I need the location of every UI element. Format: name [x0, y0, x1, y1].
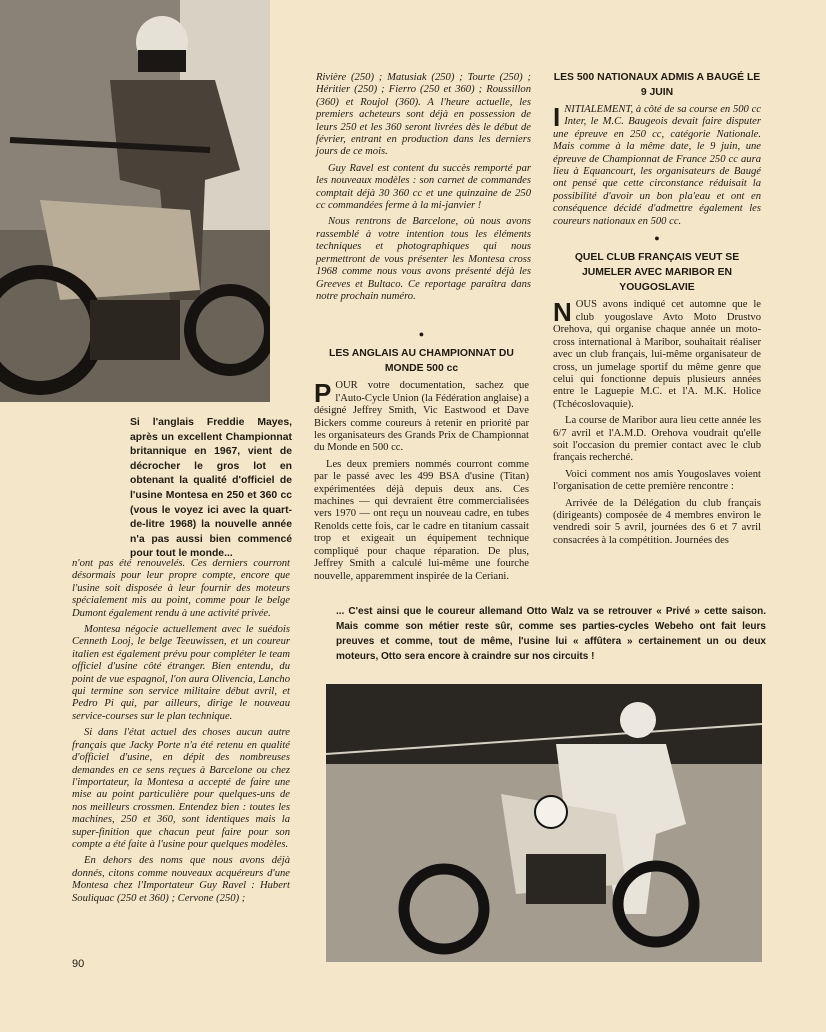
left-paragraph-2: Montesa négocie actuellement avec le suédois Cenneth Looj, le belge Teeuwissen, et un coureur italien est également prévu pour compléter le team officiel d'usine côté étranger. Bien entendu, du point de vue espagnol, l'on aura Olivencia, Lancho qui termine son service militaire début avril, et Pedro Pi qui, par ailleurs, dirige le nouveau service-courses sur le plan technique. [72, 624, 290, 722]
section-bullet: ● [418, 329, 425, 339]
middle-column-article [314, 326, 529, 587]
right-article-2-text-1: OUS avons indiqué cet automne que le club yougoslave Avto Moto Drustvo Orehova, qui organise chaque année un moto-cross international à Maribor, souhaitait réaliser avec un club français, lui-même organisateur de cross, un jumelage sportif du même genre que celui qui fonctionne depuis plusieurs années entre le Laguepie M.C. et l'A. M.K. Holice (Tchécoslovaquie). [553, 299, 761, 410]
page-number: 90 [72, 958, 85, 970]
middle-paragraph-2: Guy Ravel est content du succès remporté par les nouveaux modèles : son carnet de commandes comptait déjà 30 360 cc et une quinzaine de 250 cc commandées ferme à la mi-janvier ! [316, 162, 531, 212]
dropcap-n: N [553, 297, 572, 328]
photo-caption-bottom: ... C'est ainsi que le coureur allemand Otto Walz va se retrouver « Privé » cette saison. Mais comme son métier reste sûr, comme ses parties-cycles Webeho ont fait leurs preuves et comme, tout de même, l'usine lui « affûtera » certainement un ou deux moteurs, Otto sera encore à craindre sur nos circuits ! [336, 606, 766, 662]
left-paragraph-1: n'ont pas été renouvelés. Ces derniers courront désormais pour leur propre compte, encore que l'usine soit disposée à leur fournir des moteurs spécialement mis au point, comme pour le belge Dumont également rendu à une activité privée. [72, 558, 290, 619]
middle-paragraph-3: Nous rentrons de Barcelone, où nous avons rassemblé à votre intention tous les éléments techniques et photographiques qui nous permettront de vous présenter les Montesa cross 1968 comme nous vous avons présenté déjà les Greeves et Bultaco. Ce reportage paraîtra dans notre prochain numéro. [316, 216, 531, 302]
right-article-1-text: NITIALEMENT, à côté de sa course en 500 cc Inter, le M.C. Baugeois devait faire disputer une épreuve en 250 cc, catégorie Nationale. Mais comme à la même date, le 9 juin, une épreuve de Championnat de France 250 cc aura lieu à Equancourt, les organisateurs de Baugé ont pensé que cette circonstance réduisait la possibilité d'avoir un bon pla'eau et ont en conséquence décidé d'admettre également les coureurs nationaux en 500 cc. [553, 104, 761, 227]
photo-caption-top: Si l'anglais Freddie Mayes, après un excellent Championnat britannique en 1967, vient de décrocher le gros lot en obtenant la qualité d'officiel de l'usine Montesa en 250 et 360 cc (vous le voyez ici avec la quart-de-litre 1968) la nouvelle année n'a pas aussi bien commencé pour tout le monde... [130, 417, 292, 560]
right-article-2-paragraph-3: Voici comment nos amis Yougoslaves voient l'organisation de cette première rencontre : [553, 468, 761, 493]
photo-otto-walz [326, 684, 762, 962]
right-article-2-paragraph-2: La course de Maribor aura lieu cette année les 6/7 avril et l'A.M.D. Orehova voudrait qu'elle soit l'occasion du premier contact avec le club français recherché. [553, 415, 761, 464]
dropcap-p: P [314, 378, 332, 409]
rider-photo-illustration [0, 0, 270, 402]
left-paragraph-4: En dehors des noms que nous avons déjà donnés, citons comme nouveaux acquéreurs d'une Montesa chez l'Importateur Guy Ravel : Hubert Souliquac (250 et 360) ; Cervone (250) ; [72, 855, 290, 904]
right-column [553, 70, 761, 551]
motocross-photo-illustration [326, 684, 762, 962]
section-bullet-2: ● [654, 233, 660, 244]
dropcap-i: I [553, 102, 561, 132]
heading-500-nationaux: LES 500 NATIONAUX ADMIS A BAUGÉ LE 9 JUIN [553, 72, 761, 98]
right-article-2-paragraph-1 [553, 299, 761, 411]
middle-column-top [316, 72, 531, 307]
heading-anglais-championnat: LES ANGLAIS AU CHAMPIONNAT DU MONDE 500 cc [329, 348, 514, 375]
middle-article-paragraph-2: Les deux premiers nommés courront comme par le passé avec les 499 BSA d'usine (Titan) expérimentées déjà depuis deux ans. Ces machines — qui devraient être commercialisées vers 1970 — ont reçu un nouveau cadre, en tubes Renolds cette fois, car le cadre en titanium cassait trop et exigeait un équipement technique compliqué pour chaque réparation. De plus, Jeffrey Smith a calculé lui-même une fourche nouvelle, apparemment inspirée de la Ceriani. [314, 458, 529, 582]
heading-club-francais-maribor: QUEL CLUB FRANÇAIS VEUT SE JUMELER AVEC MARIBOR EN YOUGOSLAVIE [574, 252, 740, 294]
middle-paragraph-1: Rivière (250) ; Matusiak (250) ; Tourte (250) ; Héritier (250) ; Fierro (250 et 360) ; Roussillon (360) et Roujol (360). A l'heure actuelle, les premiers acheteurs sont déjà en possession de leurs 250 et les 360 seront livrées dès le début de février, entrant en production dans les derniers jours de ce mois. [316, 72, 531, 158]
left-paragraph-3: Si dans l'état actuel des choses aucun autre français que Jacky Porte n'a été retenu en qualité d'officiel d'usine, en dépit des nombreuses demandes en ce sens reçues à Barcelone ou chez l'importateur, la Montesa a accepté de faire une mise au point particulière pour quelques-uns de nos meilleurs crossmen. Entendez bien : toutes les machines, 250 et 360, sont identiques mais la super-finition que chacun peut faire pour son compte a été faite à l'usine pour quelques modèles. [72, 727, 290, 850]
photo-freddie-mayes [0, 0, 270, 402]
right-article-2-paragraph-4: Arrivée de la Délégation du club français (dirigeants) composée de 4 membres environ le vendredi soir 5 avril, journées des 6 et 7 avril consacrées à la compétition. Journées des [553, 497, 761, 546]
middle-article-text-1: OUR votre documentation, sachez que l'Auto-Cycle Union (la Fédération anglaise) a désigné Jeffrey Smith, Vic Eastwood et Dave Bickers comme coureurs à retenir en priorité par les organisateurs des Grands Prix de Championnat du Monde en 500 cc. [314, 380, 529, 454]
left-column [72, 558, 290, 909]
middle-article-paragraph-1 [314, 380, 529, 454]
right-article-1 [553, 104, 761, 228]
